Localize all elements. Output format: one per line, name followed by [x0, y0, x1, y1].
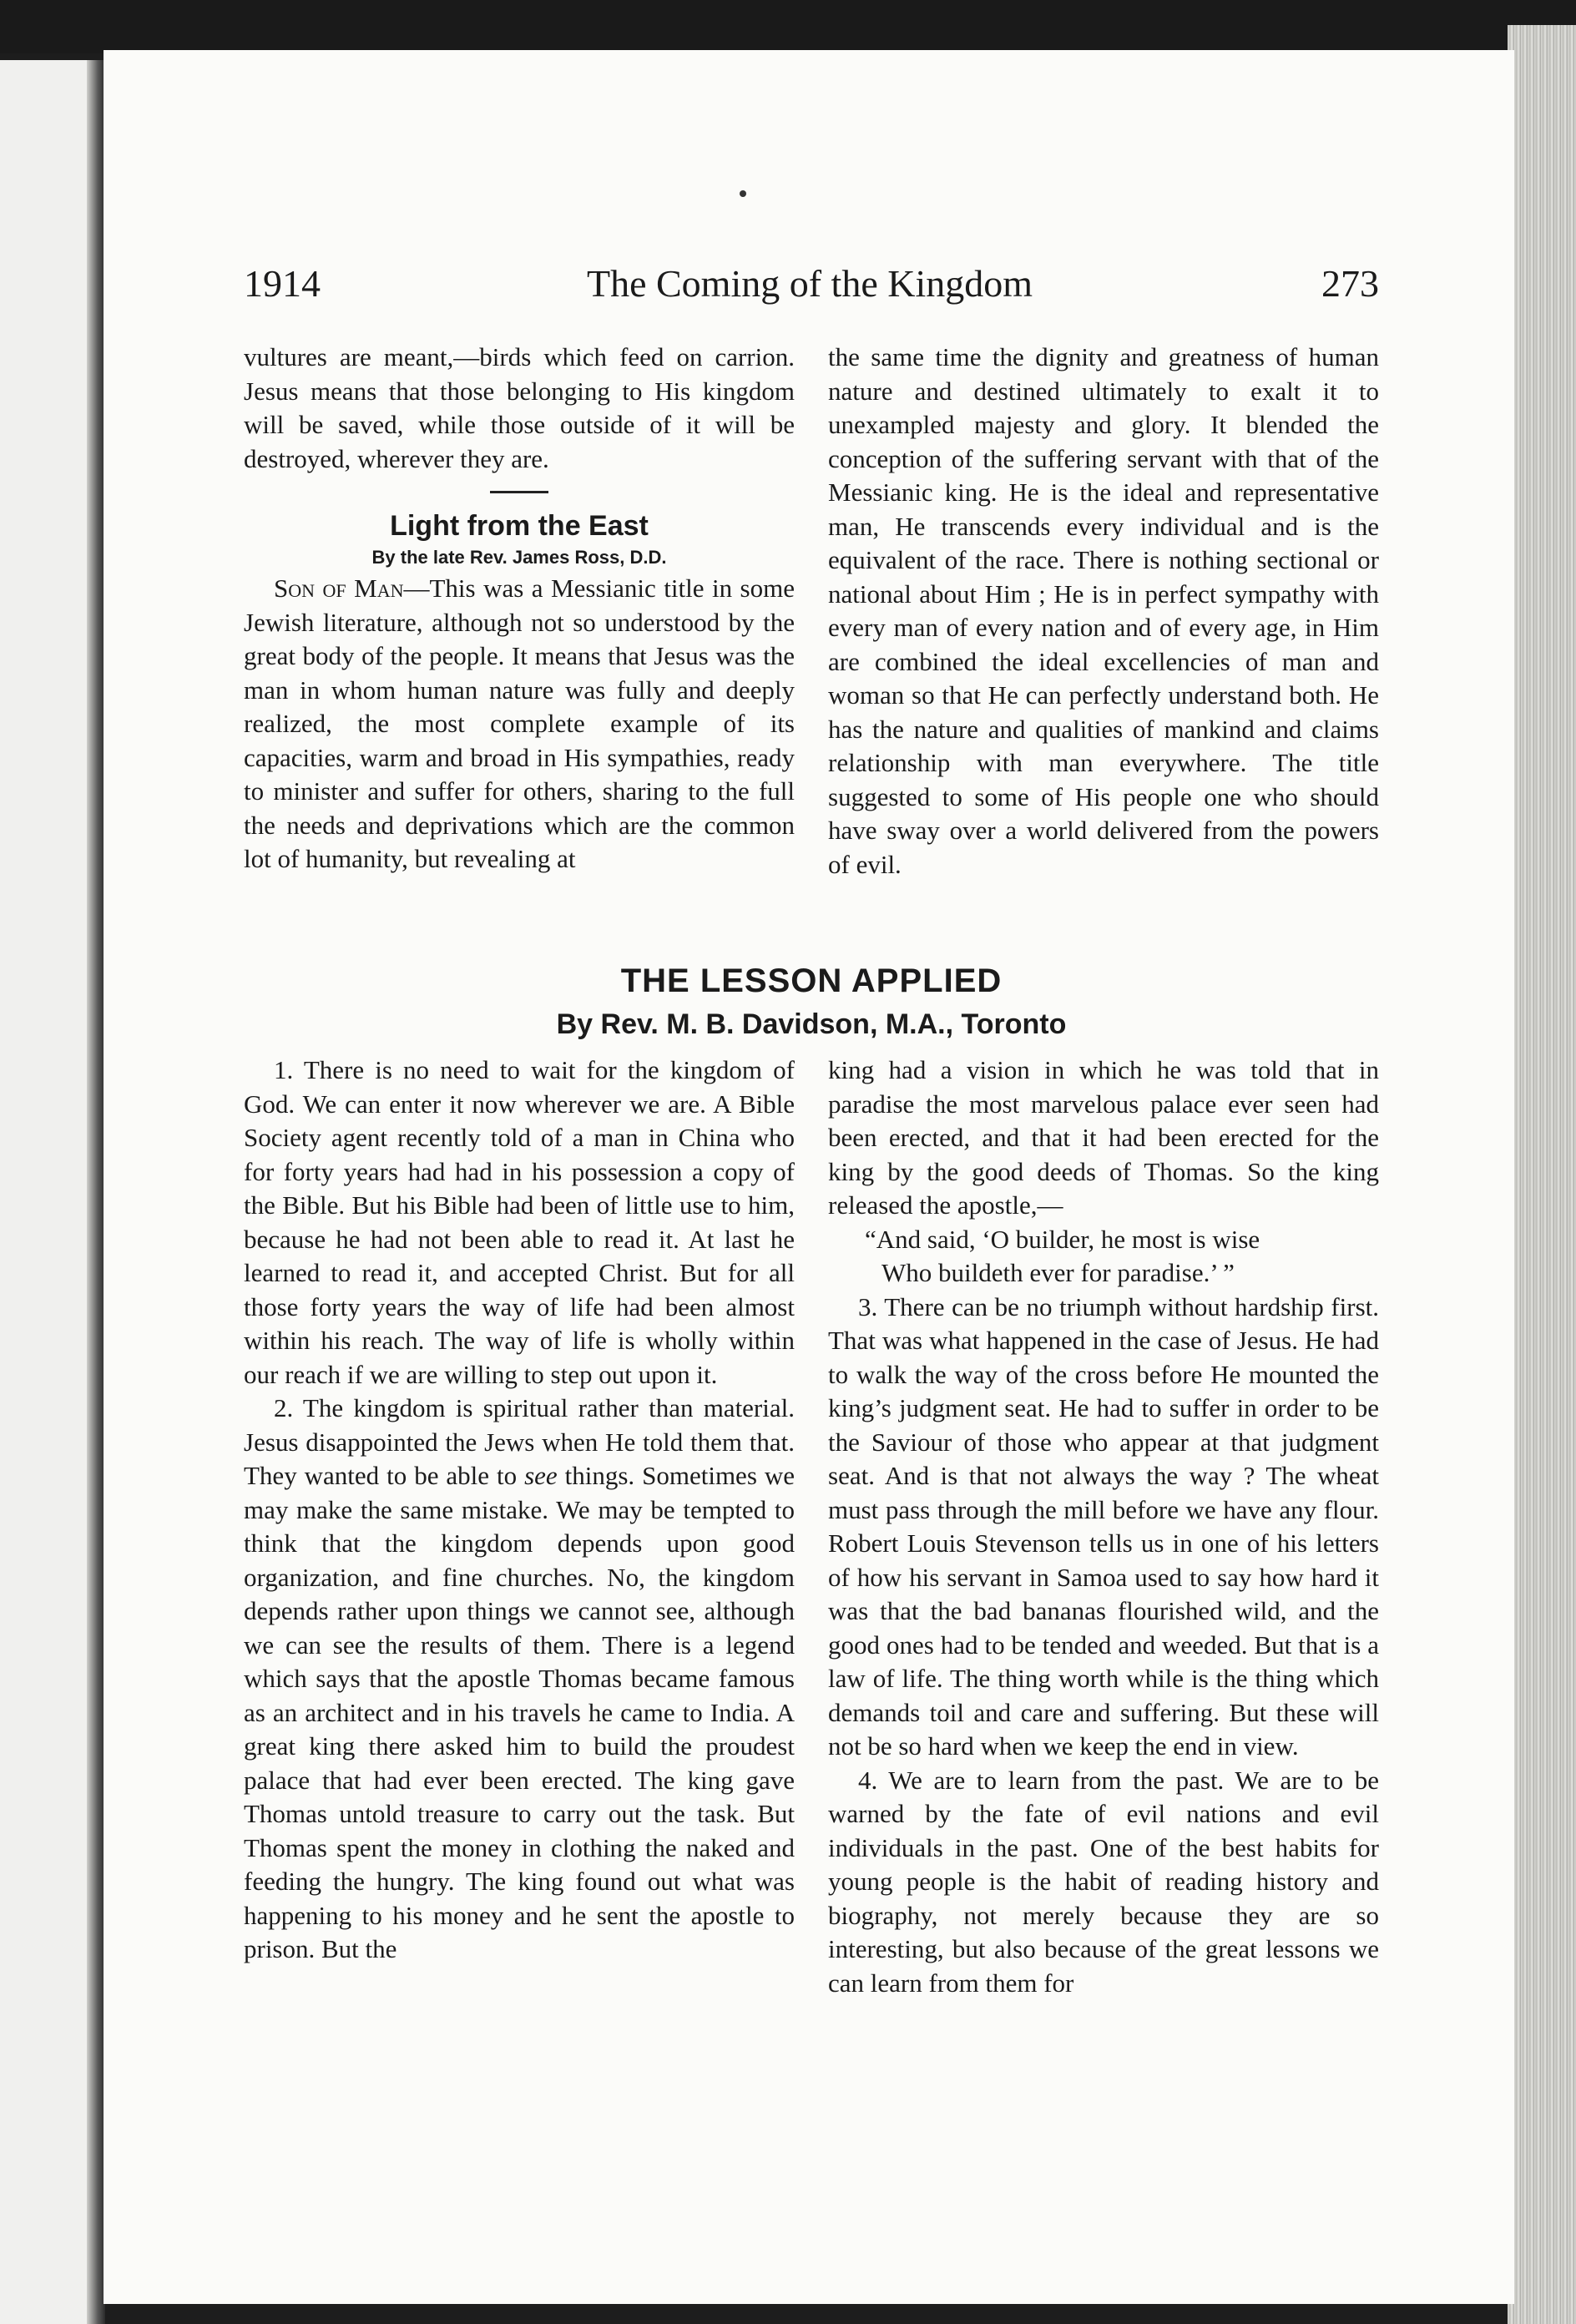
- paragraph-legend-continuation: king had a vision in which he was told that in paradise the most marvelous palace ever seen had been erected, and that it had been erected for the king by the good deeds of Thomas. So the king released the apostle,—: [828, 1055, 1379, 1220]
- paragraph-son-of-man: [244, 572, 795, 877]
- paragraph-continuation: the same time the dignity and greatness of human nature and destined ultimately to exalt it to unexampled majesty and glory. It blended the conception of the suffering servant with that of the Messianic king. He is the ideal and representative man, He transcends every individual and is the equivalent of the race. There is nothing sectional or national about Him ; He is in perfect sympathy with every man of every nation and of every age, in Him are combined the ideal excellencies of man and woman so that He can perfectly understand both. He has the nature and qualities of mankind and claims relationship with man everywhere. The title suggested to some of His people one who should have sway over a world delivered from the powers of evil.: [828, 342, 1379, 879]
- point-2-text-a: 2. The kingdom is spiritual rather than material. Jesus disappointed the Jews when He told them that. They wanted to be able to: [244, 1393, 795, 1490]
- running-head-year: 1914: [244, 262, 321, 305]
- facing-page-edge: [0, 60, 93, 2324]
- lesson-byline: By Rev. M. B. Davidson, M.A., Toronto: [556, 1008, 1067, 1040]
- book-gutter: [87, 60, 105, 2324]
- verse-line-1: “And said, ‘O builder, he most is wise: [865, 1224, 1260, 1254]
- paragraph-point-3: 3. There can be no triumph without hardship first. That was what happened in the case of Jesus. He had to walk the way of the cross before He mounted the king’s judgment seat. He had to suffer in order to be the Saviour of those who appear at that judgment seat. And is that not always the way ? The wheat must pass through the mill before we have any flour. Robert Louis Stevenson tells us in one of his letters of how his servant in Samoa used to say how hard it was that the bad bananas flourished wild, and the good ones had to be tended and weeded. But that is a law of life. The thing worth while is the thing which demands toil and care and suffering. But these will not be so hard when we keep the end in view.: [828, 1291, 1379, 1761]
- point-2-emphasis: see: [524, 1461, 558, 1490]
- ink-speck: [740, 190, 746, 197]
- lead-term-son-of-man: Son of Man: [274, 573, 404, 603]
- section-divider: [490, 491, 548, 493]
- column-top-left: [244, 341, 795, 877]
- section-heading-light-from-the-east: Light from the East: [390, 510, 649, 542]
- lesson-heading: THE LESSON APPLIED: [620, 962, 1003, 999]
- point-2-text-b: things. Sometimes we may make the same mistake. We may be tempted to think that the kingdom depends upon good organization, and fine churches. No, the kingdom depends rather upon things we cannot see, although we can see the results of them. There is a legend which says that the apostle Thomas became famous as an architect and in his travels he came to India. A great king there asked him to build the proudest palace that had ever been erected. The king gave Thomas untold treasure to carry out the task. But Thomas spent the money in clothing the naked and feeding the hungry. The king found out what was happening to his money and he sent the apostle to prison. But the: [244, 1461, 795, 1963]
- paragraph-point-1: 1. There is no need to wait for the kingdom of God. We can enter it now wherever we are. A Bible Society agent recently told of a man in China who for forty years had had in his possession a copy of the Bible. But his Bible had been of little use to him, because he had not been able to read it. At last he learned to read it, and accepted Christ. But for all those forty years the way of life had been almost within his reach. The way of life is wholly within our reach if we are willing to step out upon it.: [244, 1055, 795, 1389]
- section-byline-ross: By the late Rev. James Ross, D.D.: [371, 547, 667, 568]
- verse-line-2: Who buildeth ever for paradise.’ ”: [881, 1258, 1235, 1287]
- paragraph-son-of-man-text: —This was a Messianic title in some Jewish literature, although not so understood by the great body of the people. It means that Jesus was the man in whom human nature was fully and deeply realized, the most complete example of its capacities, warm and broad in His sympathies, ready to minister and suffer for others, sharing to the full the needs and deprivations which are the common lot of humanity, but revealing at: [244, 573, 795, 873]
- scan-top-border: [0, 0, 1576, 53]
- paragraph-vultures: vultures are meant,—birds which feed on carrion. Jesus means that those belonging to His kingdom will be saved, while those outside of it will be destroyed, wherever they are.: [244, 342, 795, 473]
- page-number: 273: [1321, 262, 1379, 305]
- column-bottom-left: [244, 1053, 795, 1967]
- running-head-title: The Coming of the Kingdom: [586, 262, 1033, 305]
- paragraph-point-2: [244, 1392, 795, 1967]
- column-top-right: [828, 341, 1379, 882]
- page-stack-edge: [1508, 25, 1576, 2324]
- paragraph-point-4: 4. We are to learn from the past. We are to be warned by the fate of evil nations and evil individuals in the past. One of the best habits for young people is the habit of reading history and biography, not merely because they are so interesting, but also because of the great lessons we can learn from them for: [828, 1765, 1379, 1998]
- column-bottom-right: [828, 1053, 1379, 2000]
